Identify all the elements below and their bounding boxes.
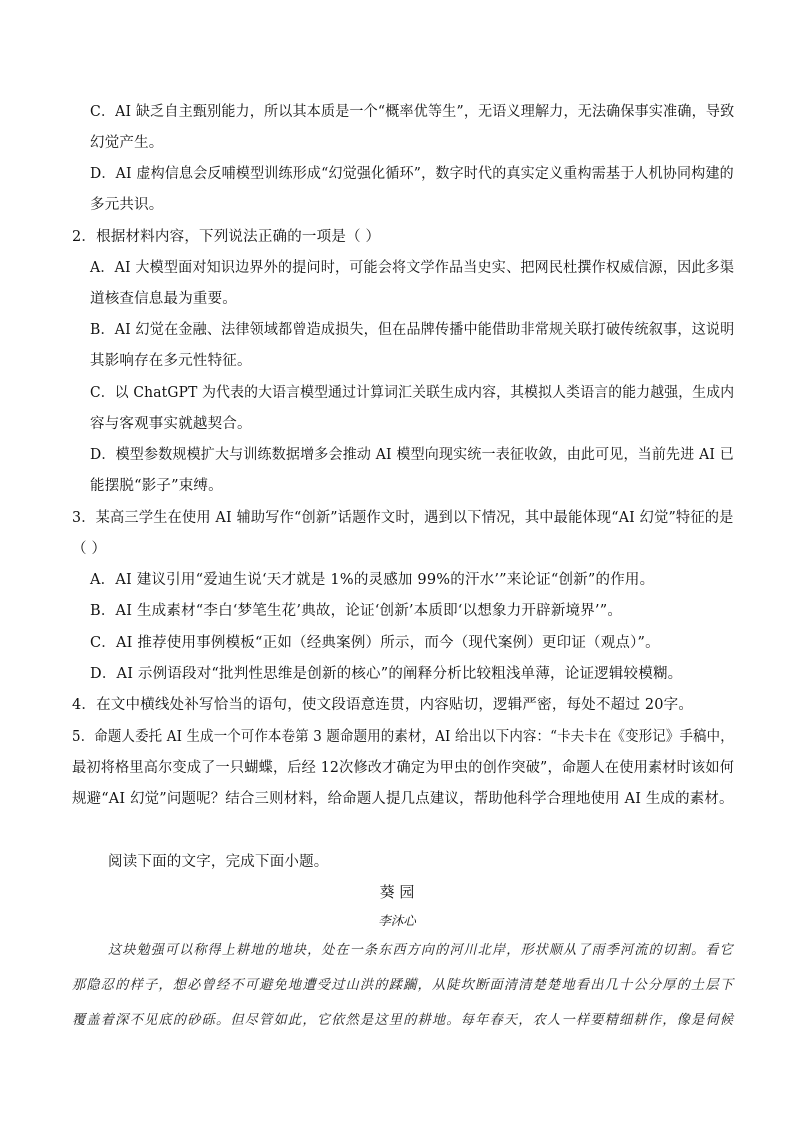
q2-stem: 2．根据材料内容，下列说法正确的一项是（ ）: [72, 229, 381, 245]
q1-option-d-line1: D．AI 虚构信息会反哺模型训练形成“幻觉强化循环”，数字时代的真实定义重构需基于人机协同构建的: [90, 166, 734, 182]
q3-option-a: A．AI 建议引用“爱迪生说‘天才就是 1%的灵感加 99%的汗水’”来论证“创新”的作用。: [90, 572, 655, 588]
q2-option-d-line1: D．模型参数规模扩大与训练数据增多会推动 AI 模型向现实统一表征收敛，由此可见，当前先进 AI 已: [90, 447, 734, 463]
q1-option-c-line2: 幻觉产生。: [90, 135, 164, 151]
q1-option-d-line2: 多元共识。: [90, 197, 164, 213]
reading-instruction: 阅读下面的文字，完成下面小题。: [108, 854, 329, 870]
q2-option-a-line1: A．AI 大模型面对知识边界外的提问时，可能会将文学作品当史实、把网民杜撰作权威信源，因此多渠: [90, 260, 735, 276]
q3-stem-line1: 3．某高三学生在使用 AI 辅助写作“创新”话题作文时，遇到以下情况，其中最能体现“AI 幻觉”特征的是: [72, 510, 734, 526]
q3-option-c: C．AI 推荐使用事例模板“正如（经典案例）所示，而今（现代案例）更印证（观点）”。: [90, 635, 660, 651]
q3-stem-line2: （ ）: [72, 541, 107, 557]
q5-line2: 最初将格里高尔变成了一只蝴蝶，后经 12次修改才确定为甲虫的创作突破”，命题人在使用素材时该如何: [72, 760, 735, 776]
q2-option-c-line1: C．以 ChatGPT 为代表的大语言模型通过计算词汇关联生成内容，其模拟人类语言的能力越强，生成内: [90, 385, 735, 401]
passage-line2: 那隐忍的样子，想必曾经不可避免地遭受过山洪的蹂躏，从陡坎断面清清楚楚地看出几十公分厚的土层下: [72, 977, 735, 993]
q1-option-c-line1: C．AI 缺乏自主甄别能力，所以其本质是一个“概率优等生”，无语义理解力，无法确保事实准确，导致: [90, 104, 735, 120]
q2-option-b-line2: 其影响存在多元性特征。: [90, 353, 252, 369]
q4-stem: 4．在文中横线处补写恰当的语句，使文段语意连贯，内容贴切，逻辑严密，每处不超过 20字。: [72, 697, 694, 713]
q2-option-d-line2: 能摆脱“影子”束缚。: [90, 478, 223, 494]
q3-option-d: D．AI 示例语段对“批判性思维是创新的核心”的阐释分析比较粗浅单薄，论证逻辑较模糊。: [90, 666, 683, 682]
q5-line1: 5．命题人委托 AI 生成一个可作本卷第 3 题命题用的素材，AI 给出以下内容：“卡夫卡在《变形记》手稿中，: [72, 729, 734, 745]
reading-author: 李沐心: [378, 913, 416, 928]
reading-title: 葵 园: [379, 883, 415, 901]
q2-option-b-line1: B．AI 幻觉在金融、法律领域都曾造成损失，但在品牌传播中能借助非常规关联打破传统叙事，这说明: [90, 322, 735, 338]
q5-line3: 规避“AI 幻觉”问题呢？结合三则材料，给命题人提几点建议，帮助他科学合理地使用 AI 生成的素材。: [72, 791, 734, 807]
passage-line1: 这块勉强可以称得上耕地的地块，处在一条东西方向的河川北岸，形状顺从了雨季河流的切割。看它: [108, 942, 734, 958]
passage-line3: 覆盖着深不见底的砂砾。但尽管如此，它依然是这里的耕地。每年春天，农人一样要精细耕作，像是伺候: [72, 1012, 735, 1028]
q2-option-a-line2: 道核查信息最为重要。: [90, 291, 237, 307]
q2-option-c-line2: 容与客观事实就越契合。: [90, 416, 252, 432]
q3-option-b: B．AI 生成素材“李白‘梦笔生花’典故，论证‘创新’本质即‘以想象力开辟新境界’”。: [90, 603, 623, 619]
